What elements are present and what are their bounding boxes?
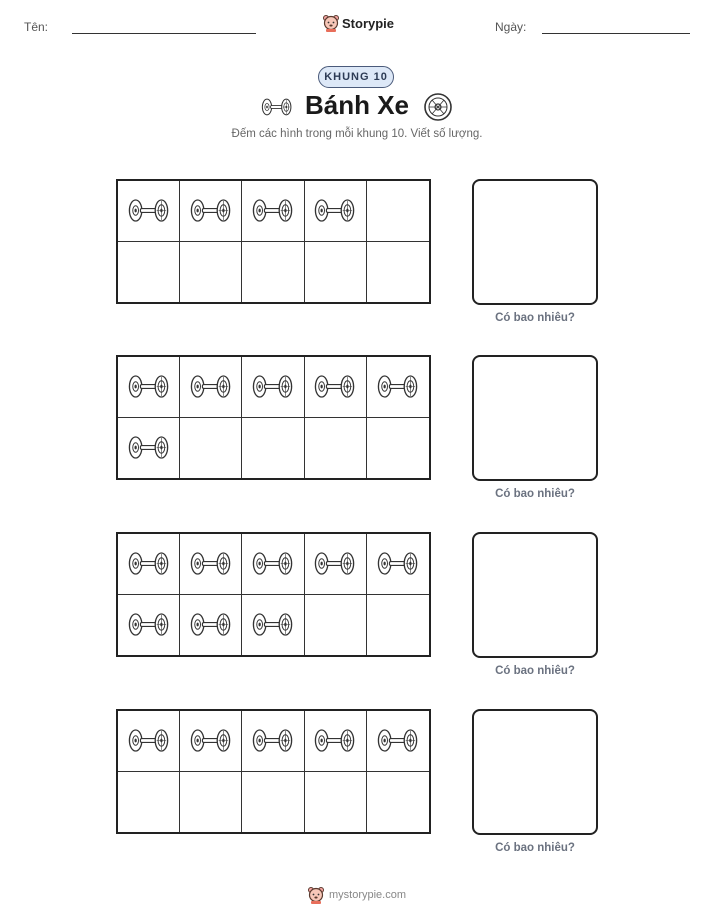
axle-wheels-icon — [252, 197, 294, 224]
axle-wheels-icon — [190, 611, 232, 638]
ten-frame-cell — [180, 534, 242, 595]
ten-frame-cell — [367, 595, 429, 656]
axle-wheels-icon — [377, 550, 419, 577]
axle-wheels-icon — [314, 373, 356, 400]
ten-frame-cell — [118, 357, 180, 418]
ten-frame-cell — [367, 711, 429, 772]
ten-frame-cell — [367, 534, 429, 595]
bear-logo-icon — [308, 886, 324, 904]
axle-wheels-icon — [128, 197, 170, 224]
ten-frame-cell — [367, 357, 429, 418]
answer-box[interactable] — [472, 355, 598, 481]
axle-wheels-icon — [252, 727, 294, 754]
name-line[interactable] — [72, 33, 256, 34]
ten-frame-cell — [118, 711, 180, 772]
axle-wheels-icon — [128, 727, 170, 754]
ten-frame — [116, 179, 431, 304]
axle-wheels-icon — [252, 550, 294, 577]
storypie-logo — [323, 13, 394, 33]
ten-frame-cell — [118, 242, 180, 303]
bear-logo-icon — [323, 14, 339, 32]
axle-wheels-icon — [314, 550, 356, 577]
ten-frame-cell — [305, 418, 367, 479]
axle-wheels-icon — [128, 611, 170, 638]
ten-frame-cell — [305, 711, 367, 772]
ten-frame-cell — [305, 357, 367, 418]
axle-wheels-icon — [261, 97, 293, 117]
axle-wheels-icon — [252, 373, 294, 400]
axle-wheels-icon — [128, 373, 170, 400]
axle-wheels-icon — [377, 727, 419, 754]
answer-box[interactable] — [472, 532, 598, 658]
axle-wheels-icon — [190, 550, 232, 577]
ten-frame-cell — [305, 534, 367, 595]
ten-frame-cell — [180, 418, 242, 479]
ten-frame-cell — [242, 595, 304, 656]
axle-wheels-icon — [128, 434, 170, 461]
date-label: Ngày: — [495, 20, 527, 34]
axle-wheels-icon — [314, 727, 356, 754]
count-question: Có bao nhiêu? — [495, 842, 575, 854]
answer-box[interactable] — [472, 179, 598, 305]
axle-wheels-icon — [190, 197, 232, 224]
ten-frame — [116, 709, 431, 834]
ten-frame-cell — [242, 418, 304, 479]
axle-wheels-icon — [377, 373, 419, 400]
ten-frame-cell — [118, 534, 180, 595]
ten-frame-cell — [180, 242, 242, 303]
ten-frame-cell — [367, 418, 429, 479]
brand-name: Storypie — [342, 15, 395, 31]
ten-frame-cell — [242, 181, 304, 242]
ten-frame-cell — [180, 357, 242, 418]
ten-frame — [116, 355, 431, 480]
axle-wheels-icon — [252, 611, 294, 638]
ten-frame-cell — [118, 772, 180, 833]
count-question: Có bao nhiêu? — [495, 488, 575, 500]
ten-frame — [116, 532, 431, 657]
ten-frame-cell — [118, 418, 180, 479]
ten-frame-cell — [180, 181, 242, 242]
ten-frame-cell — [305, 595, 367, 656]
name-label: Tên: — [24, 20, 49, 34]
axle-wheels-icon — [314, 197, 356, 224]
footer — [0, 886, 714, 904]
ten-frame-cell — [242, 357, 304, 418]
ten-frame-cell — [180, 595, 242, 656]
date-line[interactable] — [542, 33, 690, 34]
ten-frame-cell — [305, 772, 367, 833]
ten-frame-cell — [242, 242, 304, 303]
ten-frame-cell — [180, 711, 242, 772]
ten-frame-cell — [367, 181, 429, 242]
ten-frame-cell — [118, 181, 180, 242]
ten-frame-cell — [242, 534, 304, 595]
page-title: Bánh Xe — [304, 90, 410, 120]
count-question: Có bao nhiêu? — [495, 665, 575, 677]
worksheet-badge: KHUNG 10 — [318, 66, 394, 88]
answer-box[interactable] — [472, 709, 598, 835]
count-question: Có bao nhiêu? — [495, 312, 575, 324]
wheel-icon — [423, 92, 453, 122]
ten-frame-cell — [180, 772, 242, 833]
axle-wheels-icon — [190, 373, 232, 400]
ten-frame-cell — [305, 181, 367, 242]
axle-wheels-icon — [190, 727, 232, 754]
footer-url: mystorypie.com — [328, 889, 407, 901]
ten-frame-cell — [118, 595, 180, 656]
ten-frame-cell — [305, 242, 367, 303]
ten-frame-cell — [242, 772, 304, 833]
ten-frame-cell — [367, 772, 429, 833]
ten-frame-cell — [242, 711, 304, 772]
axle-wheels-icon — [128, 550, 170, 577]
ten-frame-cell — [367, 242, 429, 303]
instructions: Đếm các hình trong mỗi khung 10. Viết số lượng. — [231, 128, 483, 140]
